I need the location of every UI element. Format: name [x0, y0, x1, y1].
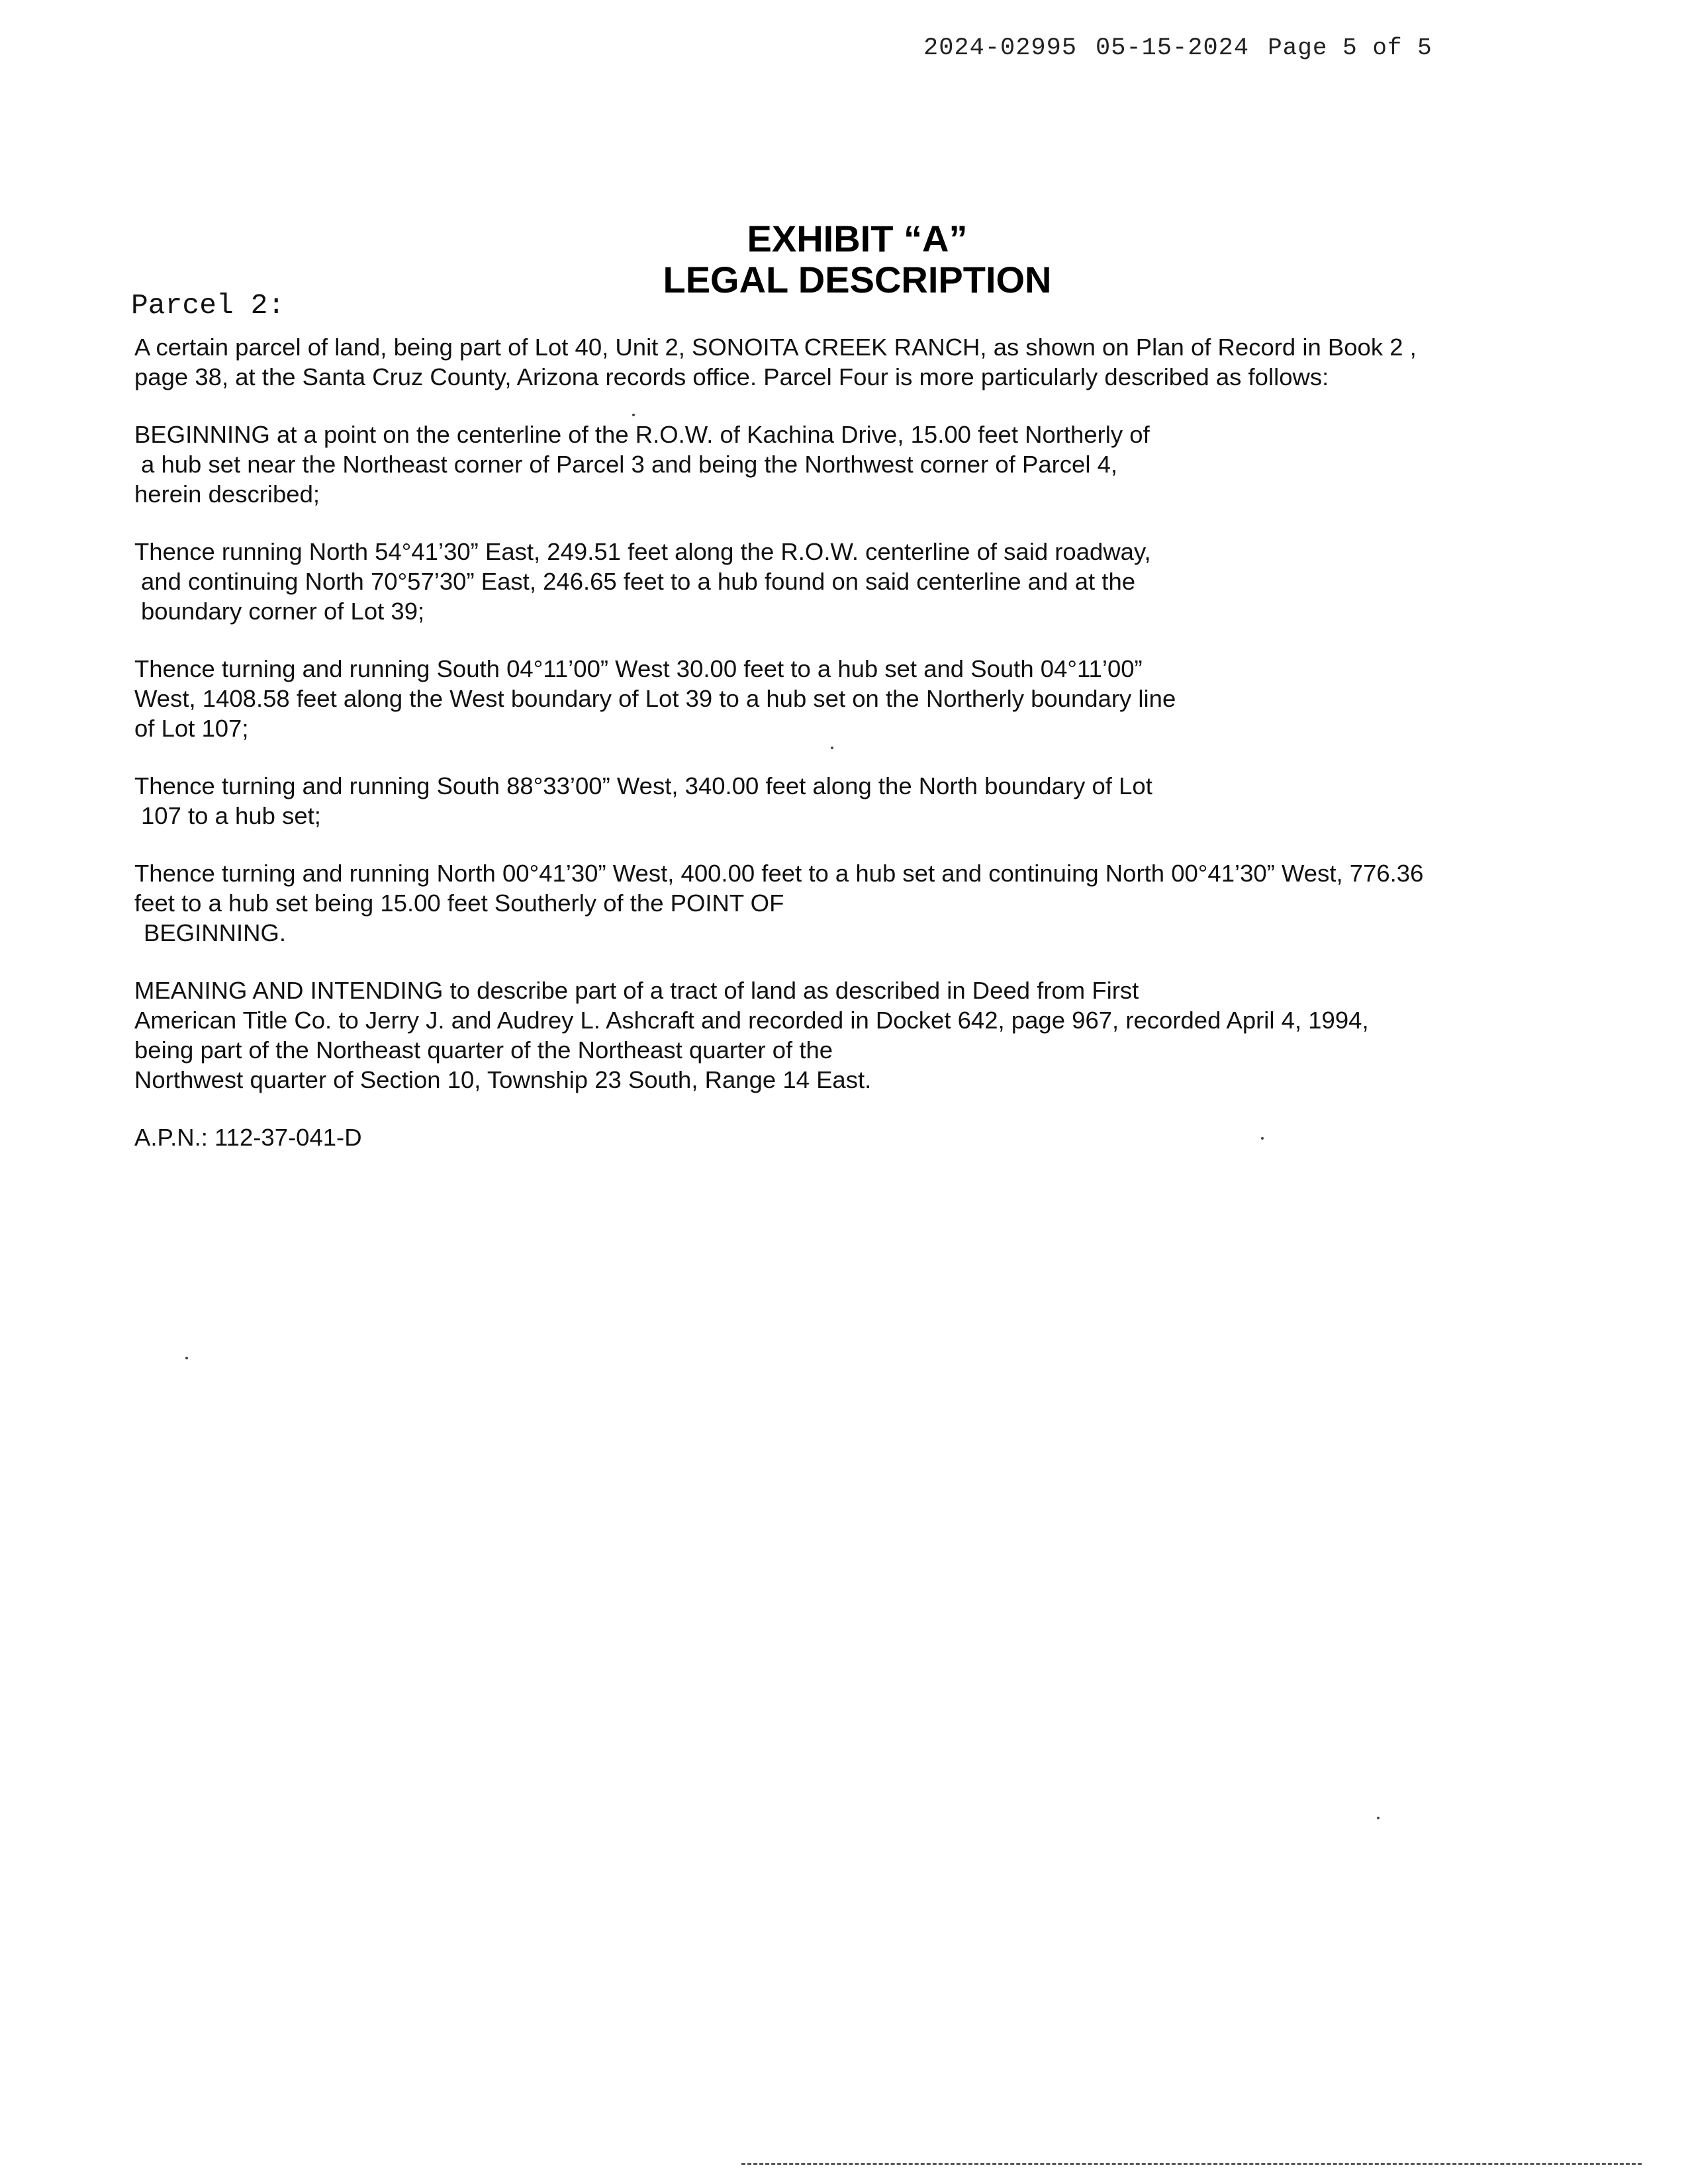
scan-speck — [831, 747, 833, 749]
document-number: 2024-02995 — [923, 34, 1078, 62]
page-number: Page 5 of 5 — [1268, 34, 1432, 62]
text-line: A certain parcel of land, being part of Lot 40, Unit 2, SONOITA CREEK RANCH, as shown on Plan of Record in Book 2 , — [134, 334, 1417, 361]
course-paragraph-3 — [134, 771, 1604, 831]
text-line: feet to a hub set being 15.00 feet Southerly of the POINT OF — [134, 889, 784, 917]
text-line: Thence turning and running South 88°33’00” West, 340.00 feet along the North boundary of Lot — [134, 772, 1152, 799]
beginning-paragraph — [134, 420, 1604, 509]
text-line: Thence running North 54°41’30” East, 249.51 feet along the R.O.W. centerline of said roadway, — [134, 538, 1151, 565]
course-paragraph-4 — [134, 858, 1604, 948]
meaning-paragraph — [134, 976, 1604, 1095]
text-line: American Title Co. to Jerry J. and Audrey L. Ashcraft and recorded in Docket 642, page 967, recorded April 4, 1994, — [134, 1007, 1369, 1034]
text-line: Thence turning and running North 00°41’30” West, 400.00 feet to a hub set and continuing North 00°41’30” West, 776.36 — [134, 860, 1424, 887]
text-line: and continuing North 70°57’30” East, 246.65 feet to a hub found on said centerline and at the — [141, 568, 1136, 595]
intro-paragraph — [134, 332, 1604, 392]
text-line: 107 to a hub set; — [141, 802, 321, 829]
text-line: page 38, at the Santa Cruz County, Arizona records office. Parcel Four is more particularly described as follows: — [134, 363, 1329, 390]
scan-speck — [632, 414, 635, 416]
scan-speck — [1377, 1817, 1380, 1819]
text-line: BEGINNING. — [144, 919, 286, 946]
text-line: Northwest quarter of Section 10, Township 23 South, Range 14 East. — [134, 1066, 872, 1093]
text-line: MEANING AND INTENDING to describe part of a tract of land as described in Deed from First — [134, 977, 1139, 1004]
recording-stamp — [923, 34, 1451, 62]
text-line: herein described; — [134, 480, 320, 508]
text-line: BEGINNING at a point on the centerline of the R.O.W. of Kachina Drive, 15.00 feet Northerly of — [134, 421, 1150, 448]
text-line: being part of the Northeast quarter of the Northeast quarter of the — [134, 1036, 833, 1064]
recording-date: 05-15-2024 — [1096, 34, 1250, 62]
scan-speck — [185, 1357, 188, 1359]
bottom-dashed-rule — [741, 2163, 1642, 2165]
course-paragraph-2 — [134, 654, 1604, 743]
parcel-label: Parcel 2: — [131, 289, 285, 322]
legal-description-body — [134, 332, 1604, 1180]
legal-description-heading: LEGAL DESCRIPTION — [663, 259, 1052, 300]
text-line: boundary corner of Lot 39; — [141, 598, 425, 625]
exhibit-heading: EXHIBIT “A” — [747, 218, 968, 259]
text-line: a hub set near the Northeast corner of Parcel 3 and being the Northwest corner of Parcel 4, — [141, 451, 1118, 478]
text-line: Thence turning and running South 04°11’00” West 30.00 feet to a hub set and South 04°11’00” — [134, 655, 1143, 682]
text-line: of Lot 107; — [134, 715, 249, 742]
course-paragraph-1 — [134, 537, 1604, 626]
exhibit-title — [0, 218, 1688, 300]
apn-number: A.P.N.: 112-37-041-D — [134, 1124, 362, 1151]
text-line: West, 1408.58 feet along the West boundary of Lot 39 to a hub set on the Northerly boundary line — [134, 685, 1176, 712]
scan-speck — [1261, 1137, 1264, 1140]
